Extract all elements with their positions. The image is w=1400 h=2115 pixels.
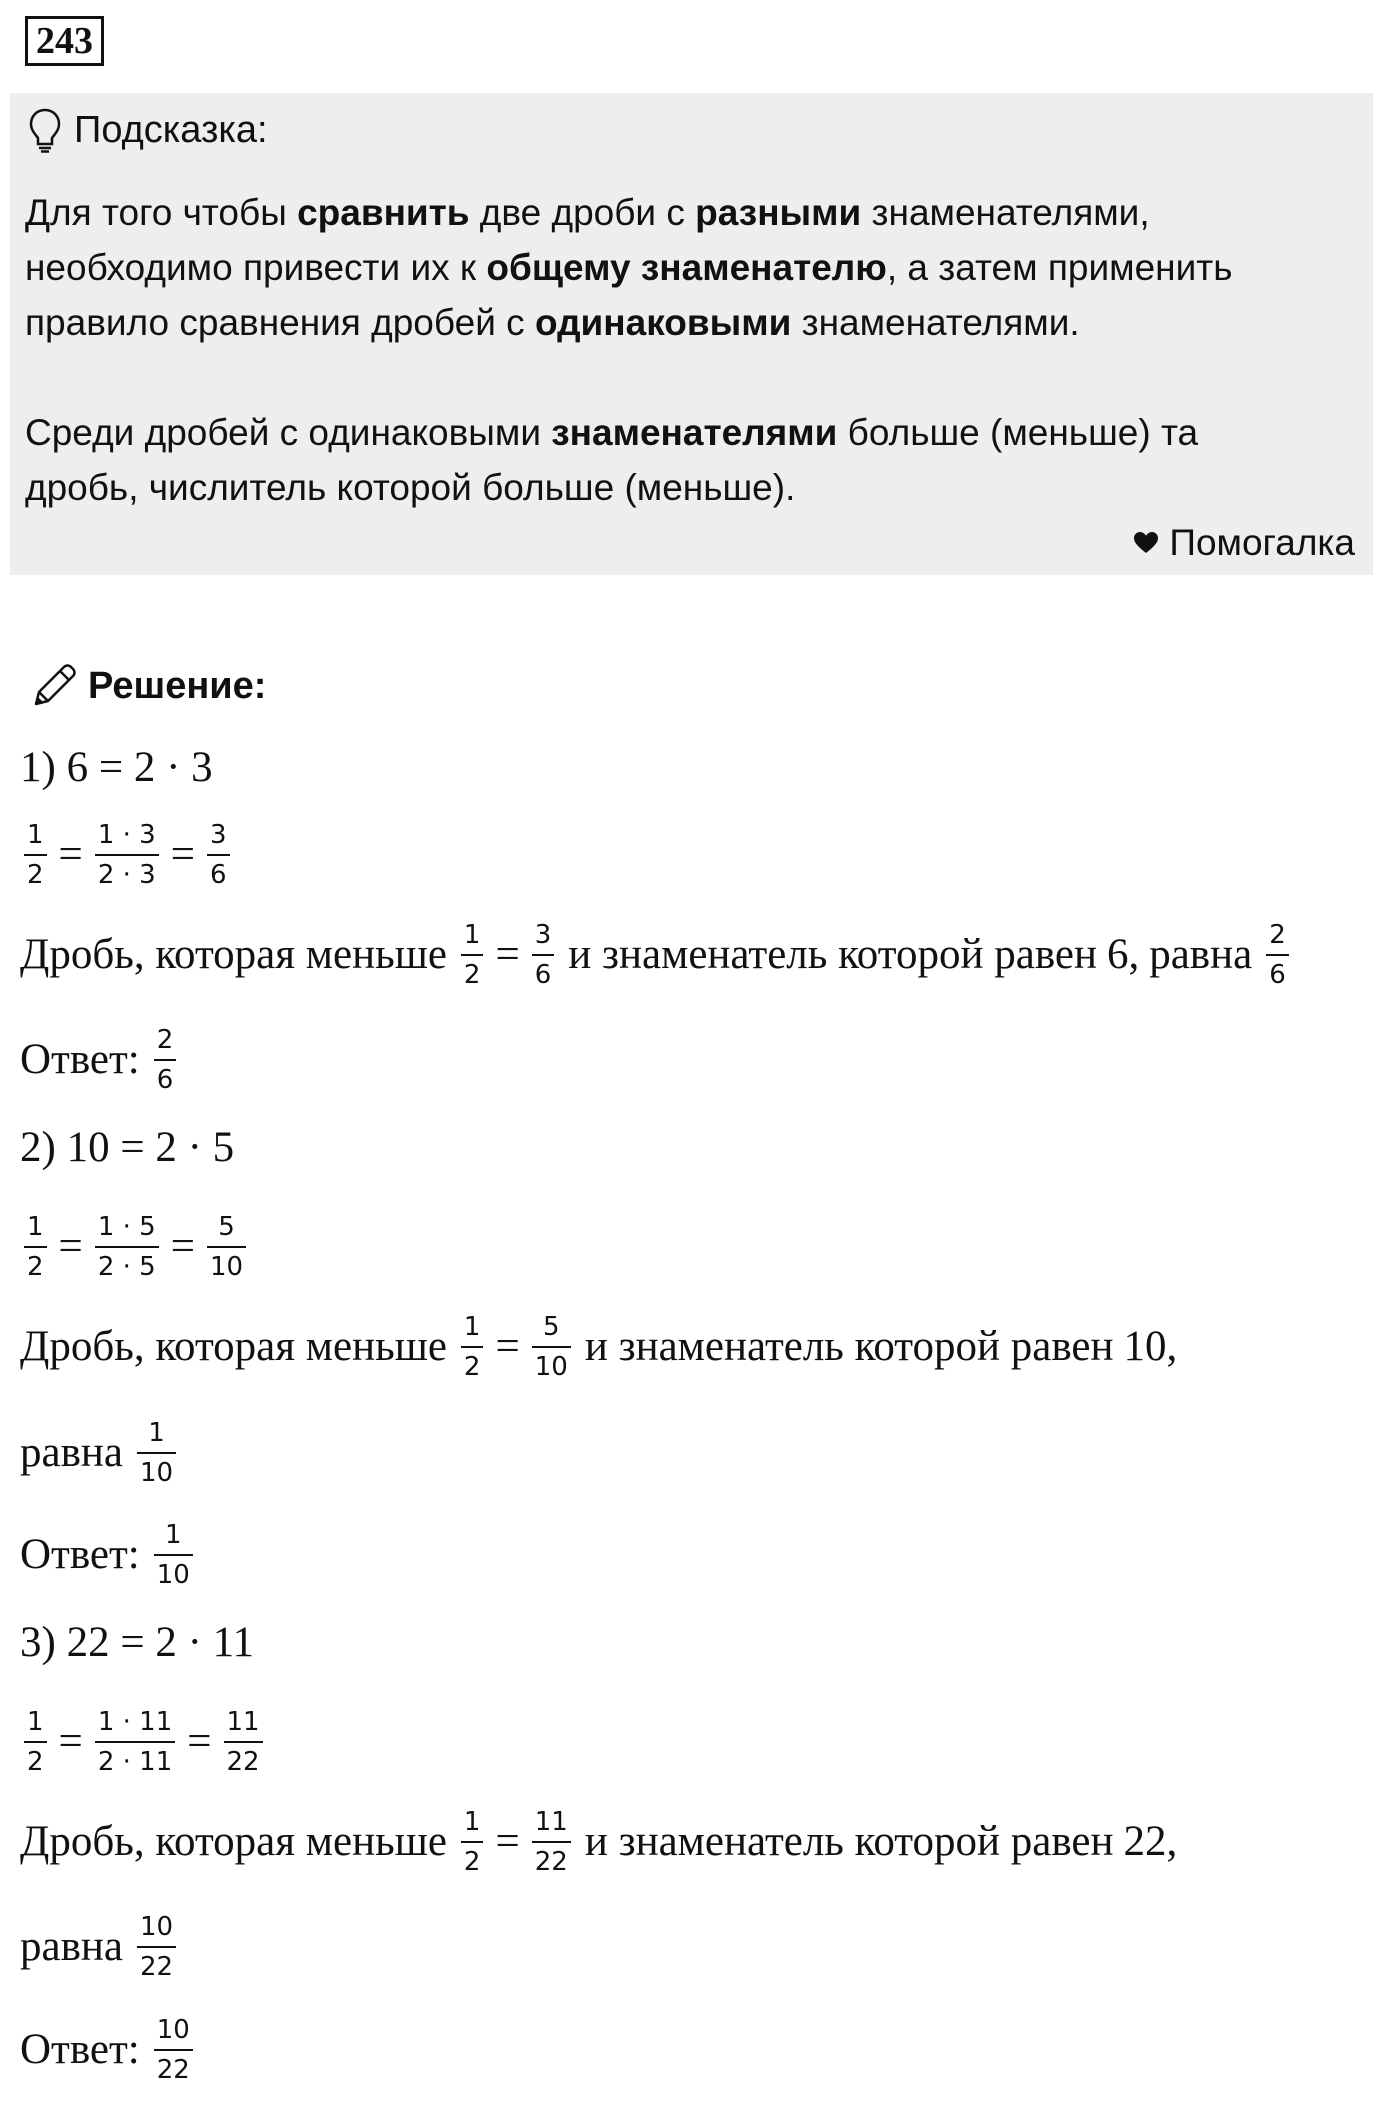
hint-paragraph-2 <box>25 405 1370 515</box>
fraction: $\frac{5}{10}$ <box>532 1312 571 1382</box>
fraction: $\frac{1}{2}$ <box>461 1312 484 1382</box>
part-3-equation: $\frac{1}{2}$ = $\frac{1 \cdot 11}{2 \cdot 11}$ = $\frac{11}{22}$ <box>20 1707 267 1777</box>
hint-paragraph-1 <box>25 185 1370 350</box>
pencil-icon <box>28 660 80 712</box>
part-3-factorization: 3) 22 = 2 · 11 <box>20 1619 255 1666</box>
hint-p1-line-2: необходимо привести их к общему знаменателю, а затем применить <box>25 247 1233 288</box>
fraction: $\frac{5}{10}$ <box>207 1212 246 1282</box>
heart-icon <box>1133 531 1159 555</box>
hint-header <box>28 104 268 156</box>
part-2-equation: $\frac{1}{2}$ = $\frac{1 \cdot 5}{2 \cdot 5}$ = $\frac{5}{10}$ <box>20 1212 250 1282</box>
part-2-factorization: 2) 10 = 2 · 5 <box>20 1124 235 1171</box>
solution-title: Решение: <box>88 664 267 707</box>
fraction: $\frac{2}{6}$ <box>1266 920 1289 990</box>
fraction: $\frac{1}{2}$ <box>461 920 484 990</box>
part-3-statement: Дробь, которая меньше $\frac{1}{2}$ = $\frac{11}{22}$ и знаменатель которой равен 22, <box>20 1807 1178 1877</box>
fraction: $\frac{1}{10}$ <box>137 1418 176 1488</box>
fraction: $\frac{10}{22}$ <box>154 2015 193 2085</box>
part-1-statement: Дробь, которая меньше $\frac{1}{2}$ = $\frac{3}{6}$ и знаменатель которой равен 6, равна $\frac{2}{6}$ <box>20 920 1293 990</box>
solution-header <box>28 658 266 714</box>
fraction: $\frac{1 \cdot 5}{2 \cdot 5}$ <box>95 1212 159 1282</box>
fraction: $\frac{1}{2}$ <box>24 820 47 890</box>
part-3-answer: Ответ: $\frac{10}{22}$ <box>20 2015 197 2085</box>
fraction: $\frac{10}{22}$ <box>137 1912 176 1982</box>
fraction: $\frac{1 \cdot 11}{2 \cdot 11}$ <box>95 1707 175 1777</box>
fraction: $\frac{1 \cdot 3}{2 \cdot 3}$ <box>95 820 159 890</box>
part-2-statement: Дробь, которая меньше $\frac{1}{2}$ = $\frac{5}{10}$ и знаменатель которой равен 10, <box>20 1312 1178 1382</box>
fraction: $\frac{3}{6}$ <box>532 920 555 990</box>
part-3-statement-cont: равна $\frac{10}{22}$ <box>20 1912 180 1982</box>
part-2-statement-cont: равна $\frac{1}{10}$ <box>20 1418 180 1488</box>
hint-p2-line-1: Среди дробей с одинаковыми знаменателями больше (меньше) та <box>25 412 1199 453</box>
lightbulb-icon <box>28 107 62 153</box>
part-1-equation: $\frac{1}{2}$ = $\frac{1 \cdot 3}{2 \cdot 3}$ = $\frac{3}{6}$ <box>20 820 234 890</box>
part-1-factorization: 1) 6 = 2 · 3 <box>20 744 213 791</box>
fraction: $\frac{1}{10}$ <box>154 1520 193 1590</box>
fraction: $\frac{11}{22}$ <box>532 1807 571 1877</box>
hint-p1-line-1: Для того чтобы сравнить две дроби с разными знаменателями, <box>25 192 1150 233</box>
fraction: $\frac{1}{2}$ <box>24 1212 47 1282</box>
hint-p1-line-3: правило сравнения дробей с одинаковыми знаменателями. <box>25 302 1080 343</box>
credit-label: Помогалка <box>1169 522 1355 563</box>
fraction: $\frac{1}{2}$ <box>24 1707 47 1777</box>
fraction: $\frac{1}{2}$ <box>461 1807 484 1877</box>
credit <box>1133 522 1355 564</box>
hint-title: Подсказка: <box>74 108 268 151</box>
hint-p2-line-2: дробь, числитель которой больше (меньше). <box>25 467 796 508</box>
problem-number: 243 <box>25 16 104 66</box>
part-1-answer: Ответ: $\frac{2}{6}$ <box>20 1025 180 1095</box>
fraction: $\frac{2}{6}$ <box>154 1025 177 1095</box>
part-2-answer: Ответ: $\frac{1}{10}$ <box>20 1520 197 1590</box>
fraction: $\frac{3}{6}$ <box>207 820 230 890</box>
fraction: $\frac{11}{22}$ <box>224 1707 263 1777</box>
